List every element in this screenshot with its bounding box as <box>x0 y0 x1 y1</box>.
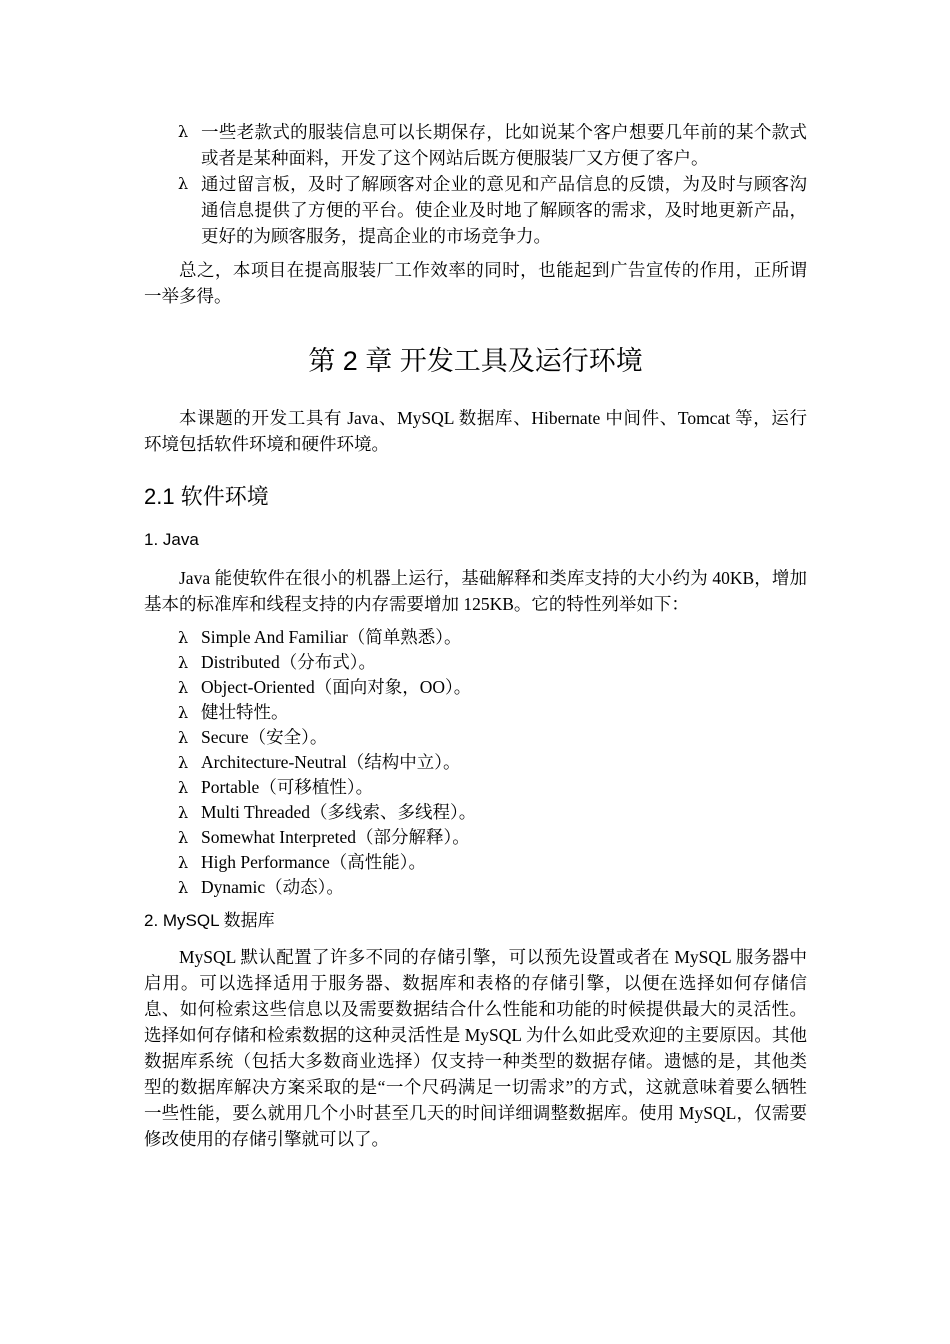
feature-text: Architecture-Neutral（结构中立）。 <box>201 752 461 772</box>
lambda-bullet-icon: λ <box>178 174 189 193</box>
feature-text: Distributed（分布式）。 <box>201 652 376 672</box>
list-item <box>144 725 807 750</box>
section-title: 2.1 软件环境 <box>144 484 269 509</box>
feature-text: Secure（安全）。 <box>201 727 328 747</box>
chapter-title: 第 2 章 开发工具及运行环境 <box>308 346 643 376</box>
feature-text: Multi Threaded（多线索、多线程）。 <box>201 802 477 822</box>
list-item <box>144 625 807 650</box>
mysql-heading: 2. MySQL 数据库 <box>144 911 275 930</box>
feature-text: Object-Oriented（面向对象，OO）。 <box>201 677 472 697</box>
page-content <box>144 119 807 1152</box>
mysql-paragraph: MySQL 默认配置了许多不同的存储引擎，可以预先设置或者在 MySQL 服务器中启用。可以选择适用于服务器、数据库和表格的存储引擎，以便在选择如何存储信息、如何检索这些信息以及需要数据结合什么性能和功能的时候提供最大的灵活性。选择如何存储和检索数据的这种灵活性是 MySQL 为什么如此受欢迎的主要原因。其他数据库系统（包括大多数商业选择）仅支持一种类型的数据存储。遗憾的是，其他类型的数据库解决方案采取的是“一个尺码满足一切需求”的方式，这就意味着要么牺牲一些性能，要么就用几个小时甚至几天的时间详细调整数据库。使用 MySQL，仅需要修改使用的存储引擎就可以了。 <box>144 947 807 1149</box>
list-item <box>144 171 807 249</box>
summary-paragraph: 总之，本项目在提高服装厂工作效率的同时，也能起到广告宣传的作用，正所谓一举多得。 <box>144 260 807 306</box>
lambda-bullet-icon: λ <box>178 628 189 647</box>
feature-text: Dynamic（动态）。 <box>201 877 344 897</box>
feature-text: 健壮特性。 <box>201 702 289 722</box>
lambda-bullet-icon: λ <box>178 828 189 847</box>
bullet-text: 一些老款式的服装信息可以长期保存，比如说某个客户想要几年前的某个款式或者是某种面料，开发了这个网站后既方便服装厂又方便了客户。 <box>201 122 807 168</box>
list-item <box>144 800 807 825</box>
lambda-bullet-icon: λ <box>178 853 189 872</box>
intro-bullet-list <box>144 119 807 249</box>
lambda-bullet-icon: λ <box>178 122 189 141</box>
list-item <box>144 650 807 675</box>
list-item <box>144 825 807 850</box>
lambda-bullet-icon: λ <box>178 778 189 797</box>
java-heading: 1. Java <box>144 530 199 549</box>
list-item <box>144 750 807 775</box>
java-feature-list <box>144 625 807 900</box>
lambda-bullet-icon: λ <box>178 703 189 722</box>
feature-text: High Performance（高性能）。 <box>201 852 427 872</box>
chapter-intro-paragraph: 本课题的开发工具有 Java、MySQL 数据库、Hibernate 中间件、Tomcat 等，运行环境包括软件环境和硬件环境。 <box>144 408 807 454</box>
lambda-bullet-icon: λ <box>178 753 189 772</box>
bullet-text: 通过留言板，及时了解顾客对企业的意见和产品信息的反馈，为及时与顾客沟通信息提供了方便的平台。使企业及时地了解顾客的需求，及时地更新产品，更好的为顾客服务，提高企业的市场竞争力。 <box>201 174 807 246</box>
list-item <box>144 119 807 171</box>
lambda-bullet-icon: λ <box>178 878 189 897</box>
lambda-bullet-icon: λ <box>178 678 189 697</box>
feature-text: Portable（可移植性）。 <box>201 777 374 797</box>
java-paragraph: Java 能使软件在很小的机器上运行，基础解释和类库支持的大小约为 40KB，增加基本的标准库和线程支持的内存需要增加 125KB。它的特性列举如下： <box>144 568 807 614</box>
lambda-bullet-icon: λ <box>178 803 189 822</box>
lambda-bullet-icon: λ <box>178 653 189 672</box>
list-item <box>144 775 807 800</box>
list-item <box>144 850 807 875</box>
list-item <box>144 875 807 900</box>
list-item <box>144 675 807 700</box>
feature-text: Somewhat Interpreted（部分解释）。 <box>201 827 470 847</box>
list-item <box>144 700 807 725</box>
lambda-bullet-icon: λ <box>178 728 189 747</box>
feature-text: Simple And Familiar（简单熟悉）。 <box>201 627 462 647</box>
